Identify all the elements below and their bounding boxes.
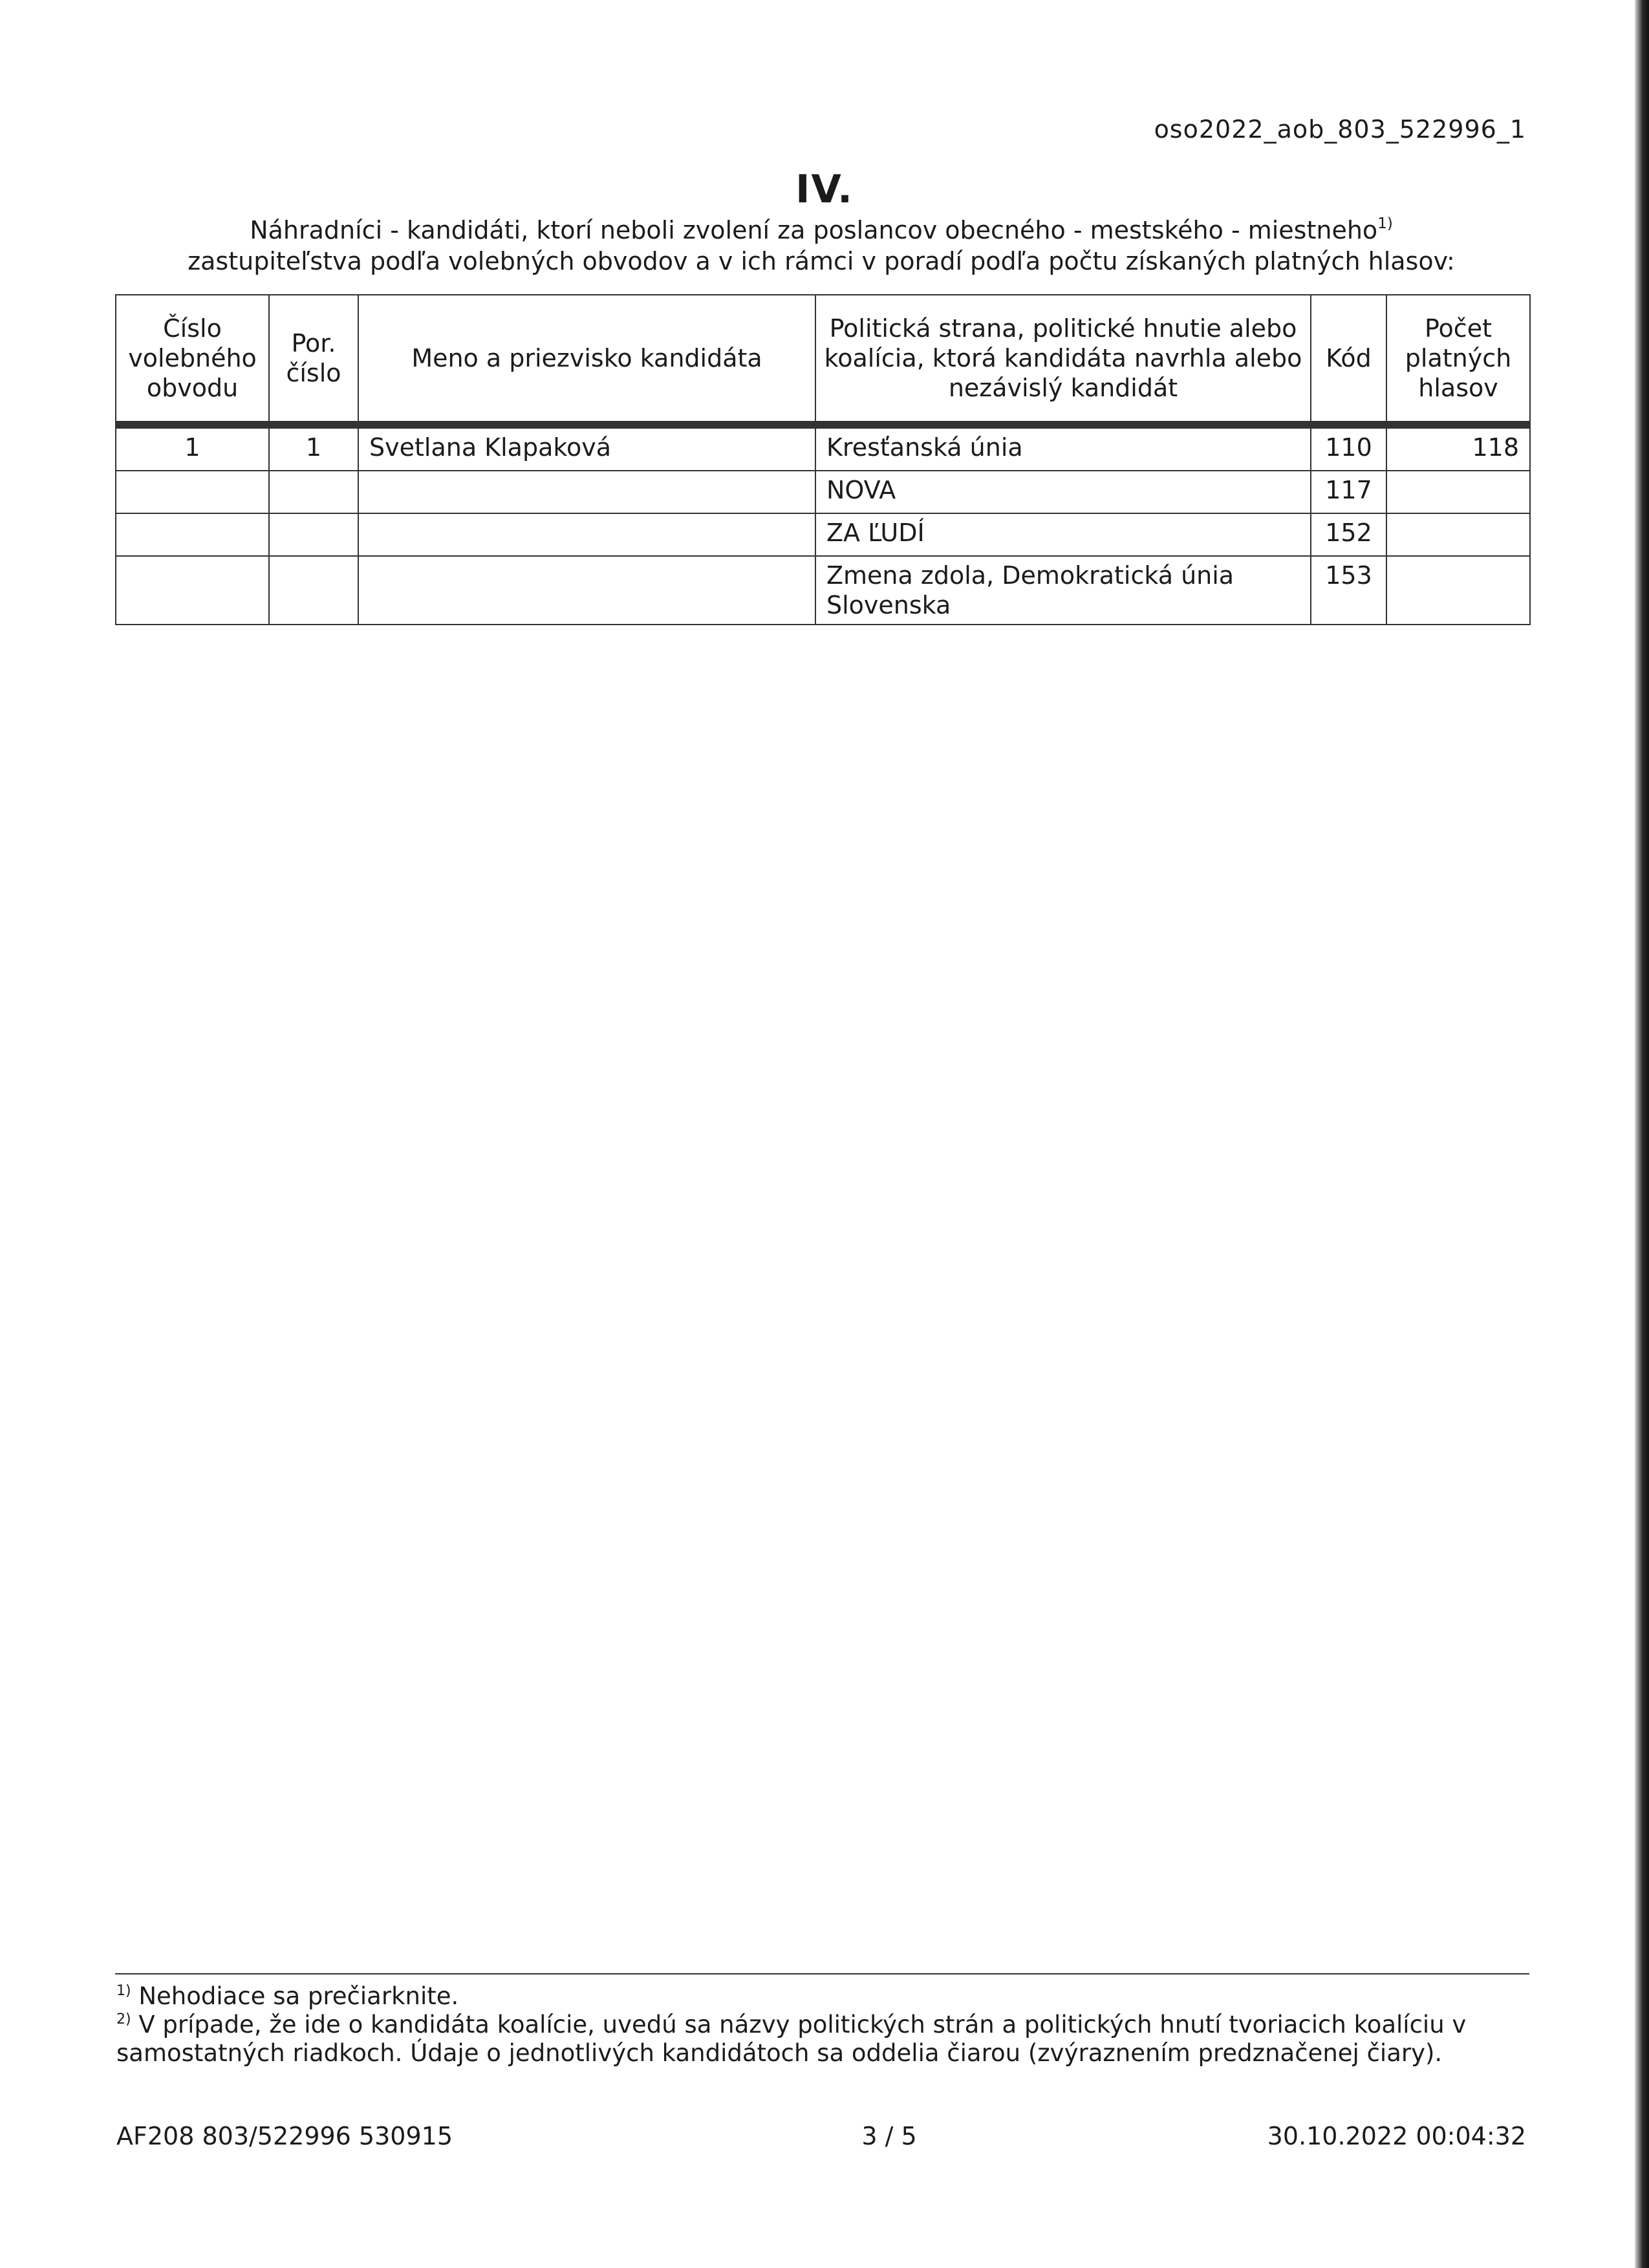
cell-code: 153 (1311, 556, 1386, 625)
document-id: oso2022_aob_803_522996_1 (1154, 115, 1526, 144)
table-row (116, 556, 1530, 625)
cell-order: 1 (269, 425, 358, 471)
cell-party: NOVA (815, 471, 1311, 513)
header-votes: Počet platných hlasov (1386, 295, 1530, 425)
form-code: AF208 803/522996 530915 (116, 2122, 453, 2150)
cell-party: Zmena zdola, Demokratická únia Slovenska (815, 556, 1311, 625)
cell-code: 110 (1311, 425, 1386, 471)
cell-name (358, 513, 815, 556)
intro-line-1: Náhradníci - kandidáti, ktorí neboli zvolení za poslancov obecného - mestského - miestneho (250, 216, 1378, 244)
cell-code: 152 (1311, 513, 1386, 556)
cell-votes (1386, 556, 1530, 625)
header-party: Politická strana, politické hnutie alebo koalícia, ktorá kandidáta navrhla alebo nezávislý kandidát (815, 295, 1311, 425)
candidates-table (115, 294, 1531, 625)
header-district: Číslo volebného obvodu (116, 295, 269, 425)
cell-order (269, 513, 358, 556)
cell-order (269, 471, 358, 513)
cell-name: Svetlana Klapaková (358, 425, 815, 471)
cell-code: 117 (1311, 471, 1386, 513)
footnote-1 (116, 1982, 1507, 2011)
footnote-1-mark: 1) (116, 1983, 131, 1999)
cell-party: ZA ĽUDÍ (815, 513, 1311, 556)
timestamp: 30.10.2022 00:04:32 (1267, 2122, 1526, 2150)
section-heading: IV. (795, 167, 854, 212)
footnote-2-text: V prípade, že ide o kandidáta koalície, uvedú sa názvy politických strán a politických hnutí tvoriacich koalíciu v samostatných riadkoch. Údaje o jednotlivých kandidátoch sa oddelia čiarou (zvýraznením predznačenej čiary). (116, 2011, 1467, 2067)
page-number: 3 / 5 (861, 2122, 917, 2150)
table-row (116, 513, 1530, 556)
cell-district (116, 556, 269, 625)
cell-district (116, 471, 269, 513)
cell-votes: 118 (1386, 425, 1530, 471)
footnote-2-mark: 2) (116, 2011, 131, 2027)
intro-text (110, 215, 1533, 277)
intro-line-2: zastupiteľstva podľa volebných obvodov a v ich rámci v poradí podľa počtu získaných platných hlasov: (188, 247, 1455, 275)
scan-edge (1635, 0, 1649, 2268)
cell-votes (1386, 471, 1530, 513)
cell-district: 1 (116, 425, 269, 471)
header-order: Por. číslo (269, 295, 358, 425)
footnote-2 (116, 2011, 1507, 2068)
cell-district (116, 513, 269, 556)
header-name: Meno a priezvisko kandidáta (358, 295, 815, 425)
footnotes (116, 1982, 1507, 2068)
cell-party: Kresťanská únia (815, 425, 1311, 471)
table-header-row (116, 295, 1530, 425)
cell-name (358, 471, 815, 513)
table-row (116, 471, 1530, 513)
cell-votes (1386, 513, 1530, 556)
footnote-1-text: Nehodiace sa prečiarknite. (138, 1982, 459, 2010)
cell-name (358, 556, 815, 625)
footnote-divider (115, 1973, 1529, 1974)
header-code: Kód (1311, 295, 1386, 425)
table-row (116, 425, 1530, 471)
intro-footnote-mark: 1) (1377, 215, 1393, 232)
cell-order (269, 556, 358, 625)
